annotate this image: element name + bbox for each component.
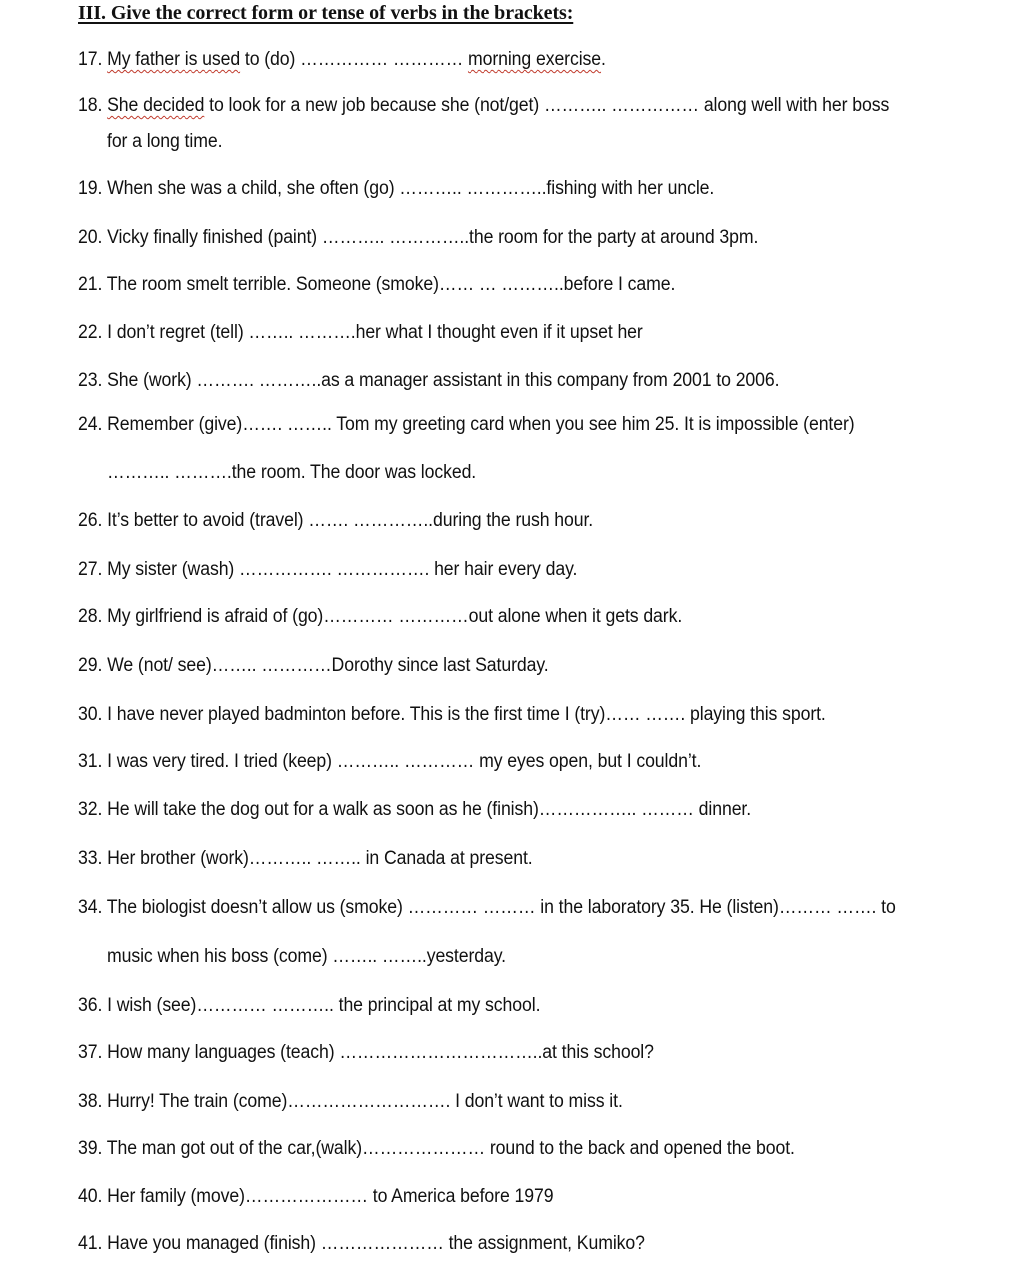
exercise-item-25-continued: ……….. ……….the room. The door was locked. xyxy=(107,462,477,483)
exercise-item-40: 40. Her family (move)………………… to America before 1979 xyxy=(78,1186,554,1207)
exercise-item-18 xyxy=(78,94,889,118)
exercise-item-29: 29. We (not/ see)…….. …………Dorothy since last Saturday. xyxy=(78,655,549,676)
exercise-item-17 xyxy=(78,48,606,72)
item-text: . xyxy=(601,49,606,70)
exercise-item-33: 33. Her brother (work)……….. …….. in Canada at present. xyxy=(78,848,533,869)
exercise-item-27: 27. My sister (wash) ……………. ……………. her hair every day. xyxy=(78,559,578,580)
exercise-item-37: 37. How many languages (teach) ……………………………..at this school? xyxy=(78,1042,654,1063)
spellcheck-underlined-text: morning exercise xyxy=(467,49,602,70)
section-heading: III. Give the correct form or tense of verbs in the brackets: xyxy=(78,2,574,24)
exercise-item-31: 31. I was very tired. I tried (keep) ……….. ………… my eyes open, but I couldn’t. xyxy=(78,751,702,772)
item-number: 17. xyxy=(78,49,108,70)
exercise-item-35-continued: music when his boss (come) …….. ……..yesterday. xyxy=(107,946,506,967)
exercise-item-26: 26. It’s better to avoid (travel) ……. …………..during the rush hour. xyxy=(78,510,594,531)
exercise-item-23: 23. She (work) ………. ………..as a manager assistant in this company from 2001 to 2006. xyxy=(78,370,780,391)
exercise-item-30: 30. I have never played badminton before. This is the first time I (try)…… ……. playing this sport. xyxy=(78,704,826,725)
exercise-item-38: 38. Hurry! The train (come)………………………. I don’t want to miss it. xyxy=(78,1091,623,1112)
spellcheck-underlined-text: My father is used xyxy=(107,49,241,70)
spellcheck-underlined-text: She decided xyxy=(107,95,205,116)
exercise-item-21: 21. The room smelt terrible. Someone (smoke)…… … ………..before I came. xyxy=(78,274,676,295)
exercise-item-28: 28. My girlfriend is afraid of (go)………… …………out alone when it gets dark. xyxy=(78,606,683,627)
exercise-item-41: 41. Have you managed (finish) ………………… the assignment, Kumiko? xyxy=(78,1233,645,1254)
item-text: to (do) …………… ………… xyxy=(240,49,468,70)
exercise-item-18-continued: for a long time. xyxy=(107,131,223,152)
item-number: 18. xyxy=(78,95,108,116)
exercise-item-22: 22. I don’t regret (tell) …….. ……….her what I thought even if it upset her xyxy=(78,322,643,343)
exercise-item-39: 39. The man got out of the car,(walk)………………… round to the back and opened the boot. xyxy=(78,1138,795,1159)
item-text: to look for a new job because she (not/get) ……….. …………… along well with her boss xyxy=(204,95,890,116)
exercise-item-36: 36. I wish (see)………… ……….. the principal at my school. xyxy=(78,995,541,1016)
exercise-item-24: 24. Remember (give)……. …….. Tom my greeting card when you see him 25. It is impossible (enter) xyxy=(78,414,855,435)
exercise-item-19: 19. When she was a child, she often (go) ……….. …………..fishing with her uncle. xyxy=(78,178,715,199)
exercise-item-20: 20. Vicky finally finished (paint) ……….. …………..the room for the party at around 3pm. xyxy=(78,227,759,248)
exercise-item-32: 32. He will take the dog out for a walk as soon as he (finish)…………….. ……… dinner. xyxy=(78,799,752,820)
exercise-item-34: 34. The biologist doesn’t allow us (smoke) ………… ……… in the laboratory 35. He (listen)……… ……. to xyxy=(78,897,896,918)
